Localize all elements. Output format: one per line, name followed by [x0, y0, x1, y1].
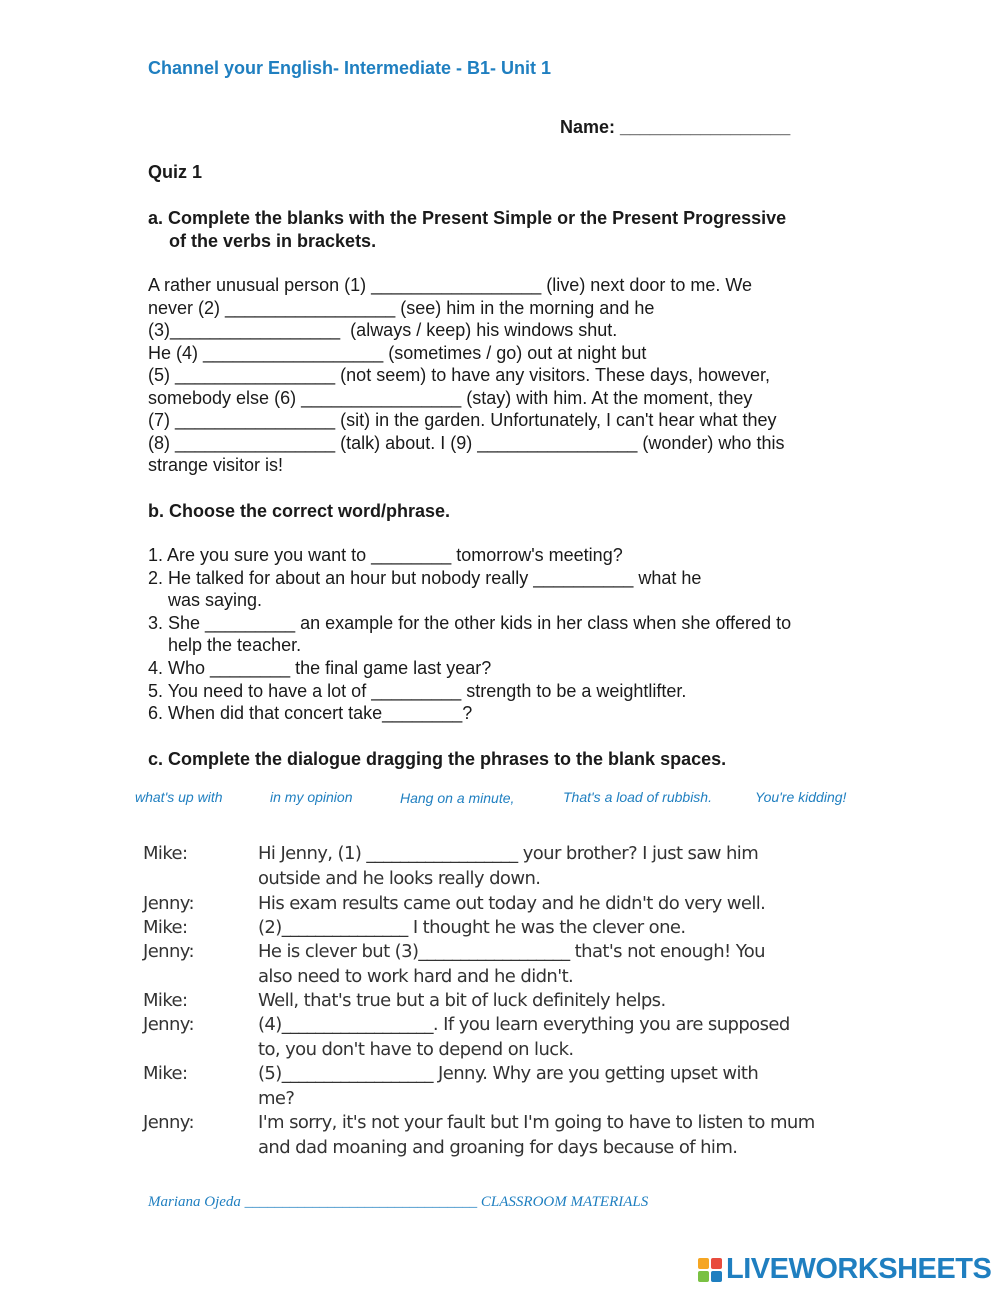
speaker-label: Jenny: [143, 941, 195, 962]
dialogue-line: (5)__________________ Jenny. Why are you getting upset with [258, 1063, 759, 1084]
speaker-label: Mike: [143, 1063, 188, 1084]
section-b-heading: b. Choose the correct word/phrase. [148, 501, 451, 521]
dialogue-line: His exam results came out today and he didn't do very well. [258, 893, 766, 914]
speaker-label: Jenny: [143, 1014, 195, 1035]
speaker-label: Jenny: [143, 1112, 195, 1133]
paragraph-line: (5) ________________ (not seem) to have any visitors. These days, however, [148, 365, 771, 385]
speaker-label: Mike: [143, 917, 188, 938]
dialogue-line: also need to work hard and he didn't. [258, 966, 574, 987]
section-c-heading: c. Complete the dialogue dragging the phrases to the blank spaces. [148, 749, 727, 769]
question-line: 4. Who ________ the final game last year? [148, 657, 492, 678]
dialogue-line: I'm sorry, it's not your fault but I'm going to have to listen to mum [258, 1112, 815, 1133]
paragraph-line: somebody else (6) ________________ (stay) with him. At the moment, they [148, 387, 753, 408]
question-line: 2. He talked for about an hour but nobody really __________ what he [148, 567, 702, 588]
dialogue-line: outside and he looks really down. [258, 868, 541, 889]
dialogue-line: to, you don't have to depend on luck. [258, 1039, 574, 1060]
dialogue-line: He is clever but (3)__________________ that's not enough! You [258, 941, 765, 962]
phrase-chip[interactable]: You're kidding! [755, 789, 847, 805]
dialogue-line: (4)__________________. If you learn everything you are supposed [258, 1014, 790, 1035]
paragraph-line: (7) ________________ (sit) in the garden. Unfortunately, I can't hear what they [148, 410, 777, 430]
dialogue-line: Hi Jenny, (1) __________________ your brother? I just saw him [258, 843, 759, 864]
section-a-heading-line: a. Complete the blanks with the Present Simple or the Present Progressive [148, 208, 787, 228]
footer-credit: Mariana Ojeda _______________________________ CLASSROOM MATERIALS [148, 1194, 649, 1210]
logo-cell [698, 1258, 709, 1269]
logo-grid-icon [698, 1258, 722, 1282]
section-a-paragraph [148, 274, 848, 477]
logo-cell [711, 1258, 722, 1269]
dialogue-line: (2)_______________ I thought he was the clever one. [258, 917, 686, 938]
speaker-label: Mike: [143, 843, 188, 864]
speaker-label: Mike: [143, 990, 188, 1011]
question-line: 6. When did that concert take________? [148, 703, 473, 724]
paragraph-line: (3)_________________ (always / keep) his windows shut. [148, 320, 618, 340]
phrase-chip[interactable]: That's a load of rubbish. [563, 789, 712, 805]
worksheet-title: Channel your English- Intermediate - B1- Unit 1 [148, 58, 552, 78]
section-a-heading-line: of the verbs in brackets. [169, 231, 377, 251]
phrase-chip[interactable]: in my opinion [270, 789, 353, 805]
question-line: was saying. [148, 590, 263, 611]
phrase-chip[interactable]: what's up with [135, 789, 223, 805]
paragraph-line: never (2) _________________ (see) him in the morning and he [148, 297, 655, 318]
paragraph-line: (8) ________________ (talk) about. I (9) ________________ (wonder) who this [148, 432, 785, 453]
logo-cell [698, 1271, 709, 1282]
question-line: 5. You need to have a lot of _________ strength to be a weightlifter. [148, 680, 687, 701]
paragraph-line: A rather unusual person (1) _________________ (live) next door to me. We [148, 275, 753, 295]
dialogue-line: and dad moaning and groaning for days because of him. [258, 1137, 738, 1158]
quiz-title: Quiz 1 [148, 162, 203, 182]
dialogue-line: Well, that's true but a bit of luck definitely helps. [258, 990, 666, 1011]
liveworksheets-logo [698, 1253, 991, 1286]
speaker-label: Jenny: [143, 893, 195, 914]
question-line: 3. She _________ an example for the other kids in her class when she offered to [148, 612, 792, 633]
paragraph-line: He (4) __________________ (sometimes / go) out at night but [148, 342, 647, 363]
question-line: 1. Are you sure you want to ________ tomorrow's meeting? [148, 545, 623, 565]
phrase-chip[interactable]: Hang on a minute, [400, 790, 515, 806]
paragraph-line: strange visitor is! [148, 455, 284, 475]
section-b-questions [148, 544, 858, 725]
question-line: help the teacher. [148, 635, 302, 656]
name-field-label: Name: _________________ [560, 117, 791, 137]
logo-text: LIVEWORKSHEETS [726, 1253, 992, 1285]
logo-cell [711, 1271, 722, 1282]
dialogue-line: me? [258, 1088, 295, 1109]
section-a-heading [148, 207, 786, 253]
